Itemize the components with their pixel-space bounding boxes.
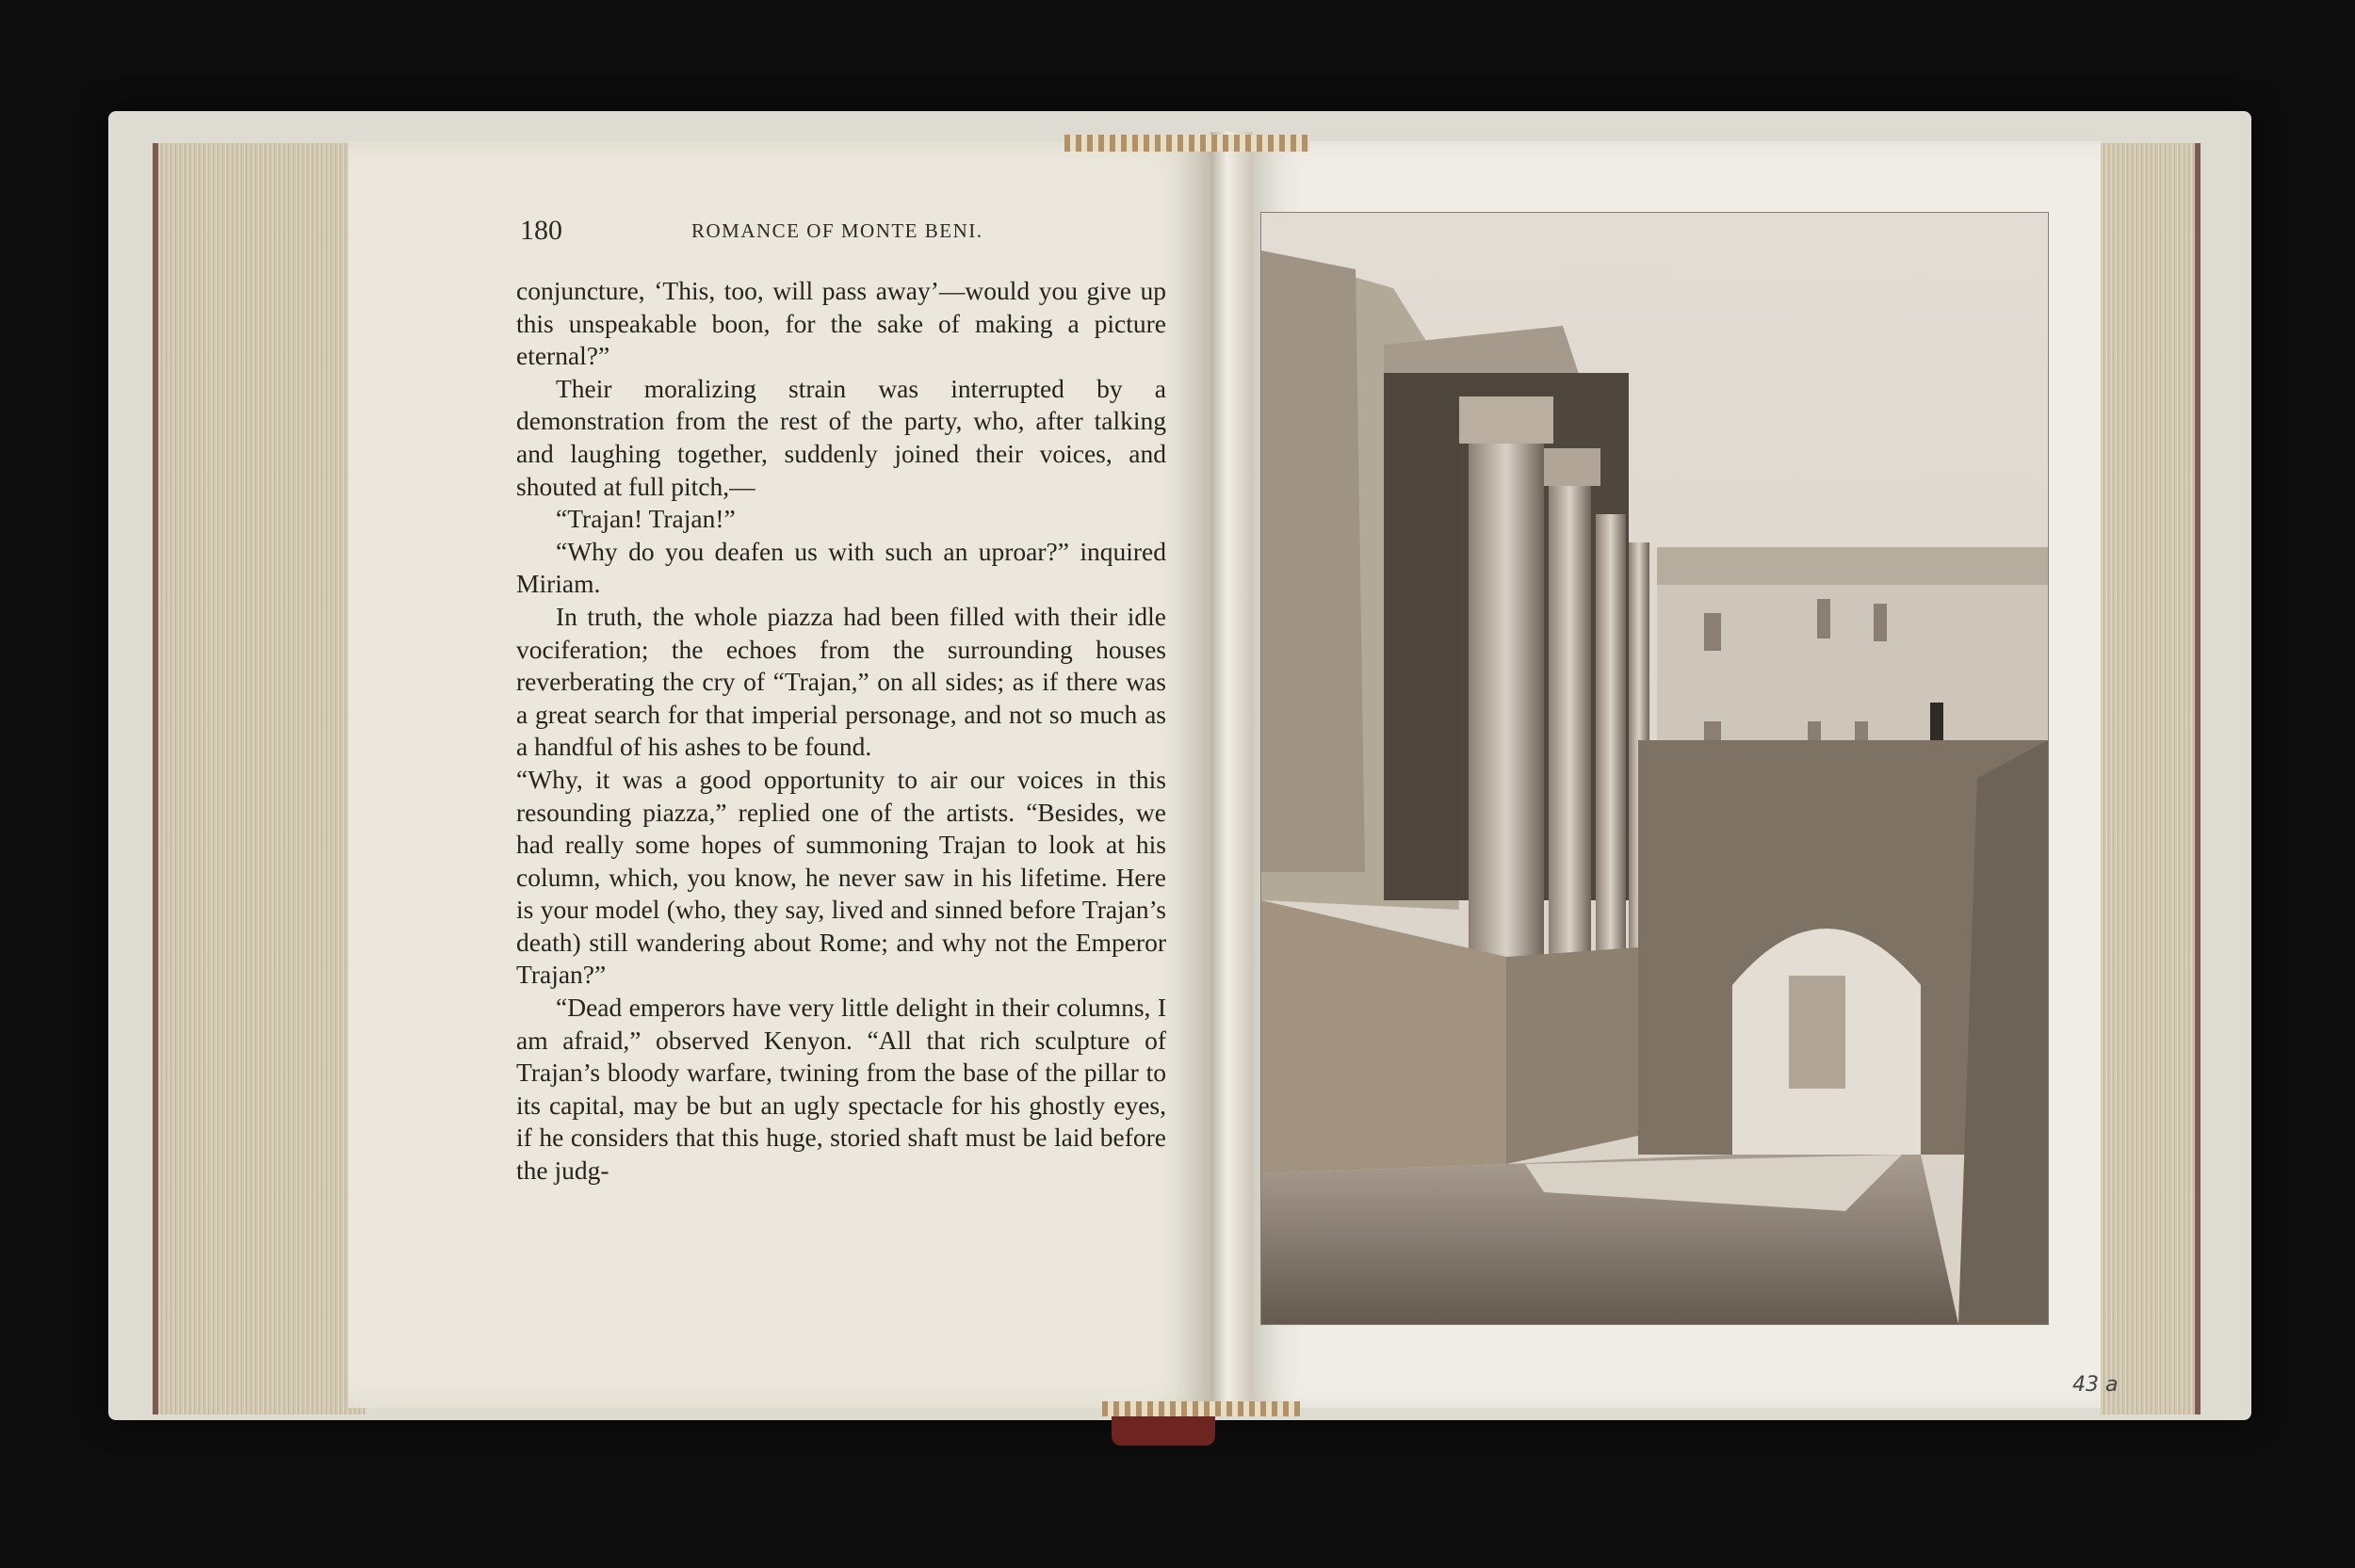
running-title: ROMANCE OF MONTE BENI. <box>691 219 983 242</box>
paragraph: “Why do you deafen us with such an uproar?” inquired Miriam. <box>516 536 1166 599</box>
photograph-plate <box>1260 212 2049 1325</box>
pencil-annotation: 43 a <box>2072 1373 2119 1397</box>
paragraph: “Dead emperors have very little delight in their columns, I am afraid,” observed Kenyon. “All that rich sculpture of Trajan’s bloody warfare, twining from the base of the pillar to its capital, may be but an ugly spectacle for his ghostly eyes, if he considers that this huge, storied shaft must be laid before the judg- <box>516 993 1166 1186</box>
paragraph: “Trajan! Trajan!” <box>556 504 736 534</box>
paragraph: Their moralizing strain was interrupted by a demonstration from the rest of the party, who, after talking and laughing together, suddenly joined their voices, and shouted at full pitch,— <box>516 373 1166 501</box>
book-gutter <box>1210 132 1253 1413</box>
paragraph: conjuncture, ‘This, too, will pass away’—would you give up this unspeakable boon, for the sake of making a picture eternal?” <box>516 276 1166 371</box>
headband <box>1064 135 1309 152</box>
tailband <box>1102 1401 1300 1416</box>
body-text <box>516 275 1166 1188</box>
paragraph: “Why, it was a good opportunity to air our voices in this resounding piazza,” replied one of the artists. “Besides, we had really some hopes of summoning Trajan to look at his column, which, you know, he never saw in his lifetime. Here is your model (who, they say, lived and sinned before Trajan’s death) still wandering about Rome; and why not the Emperor Trajan?” <box>516 764 1166 990</box>
left-page-edges <box>153 143 365 1414</box>
paragraph: In truth, the whole piazza had been filled with their idle vociferation; the echoes from the surrounding houses reverberating the cry of “Trajan,” on all sides; as if there was a great search for that imperial personage, and not so much as a handful of his ashes to be found. <box>516 601 1166 762</box>
right-page-edges <box>2101 143 2201 1414</box>
page-number: 180 <box>520 215 562 246</box>
running-head <box>520 215 1165 245</box>
temple-ruins-photo-icon <box>1261 213 2048 1324</box>
